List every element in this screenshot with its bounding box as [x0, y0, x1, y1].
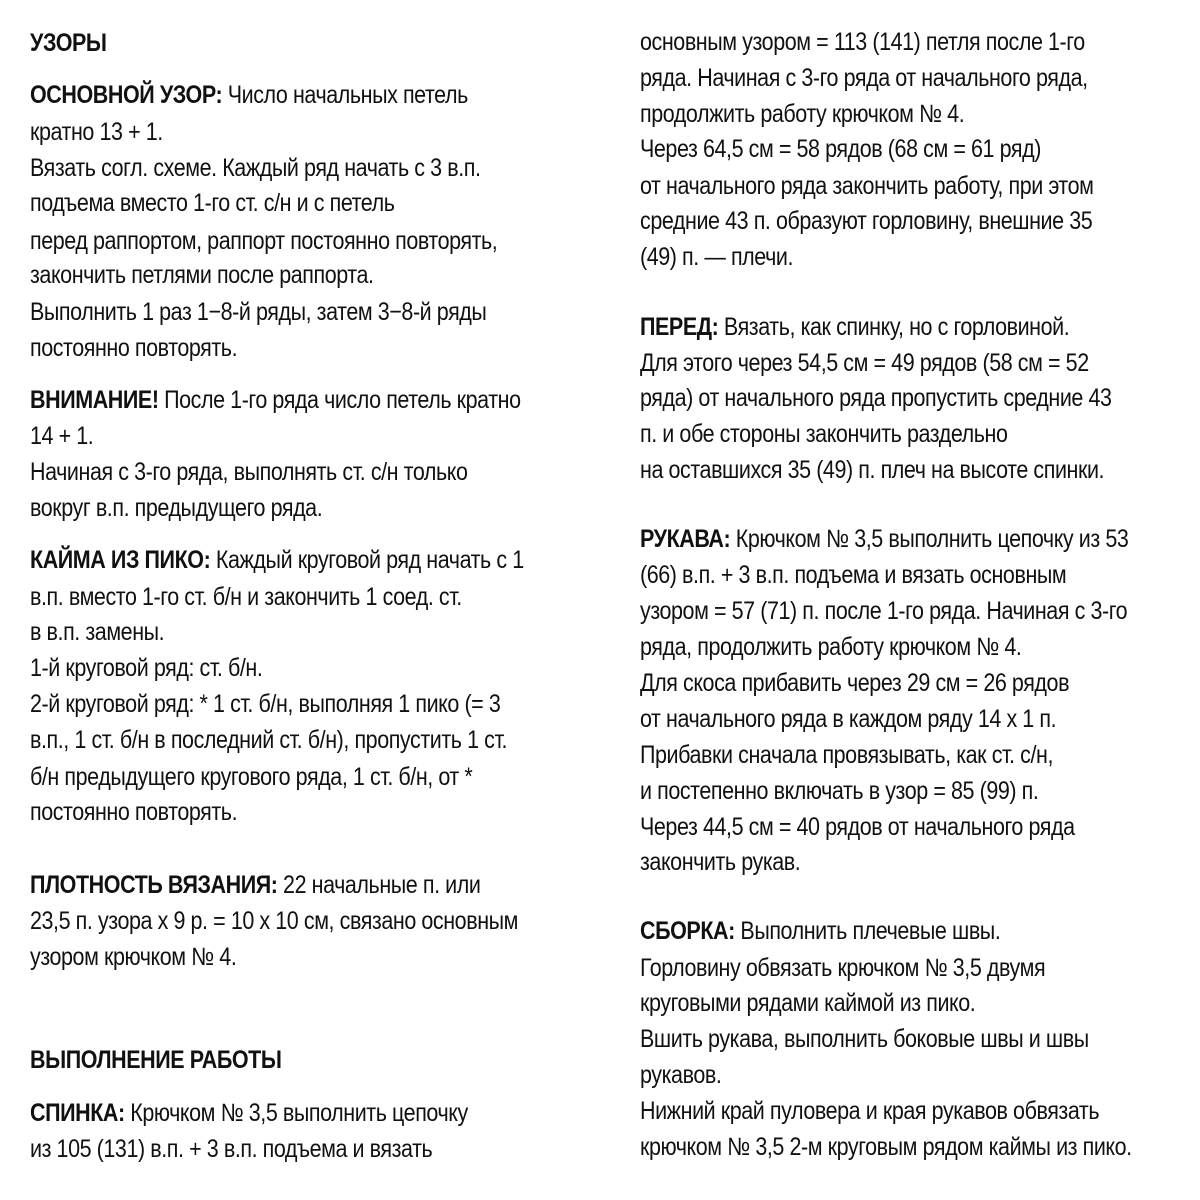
assembly-line: круговыми рядами каймой из пико.	[640, 989, 976, 1017]
back-cont-line: основным узором = 113 (141) петля после 1-го	[640, 28, 1085, 56]
back-cont-line: от начального ряда закончить работу, при этом	[640, 172, 1094, 200]
main-pattern-line: Вязать согл. схеме. Каждый ряд начать с 3 в.п.	[30, 154, 481, 182]
assembly-title: СБОРКА:	[640, 917, 735, 945]
heading-patterns: УЗОРЫ	[30, 29, 107, 57]
main-pattern-title: ОСНОВНОЙ УЗОР:	[30, 81, 223, 109]
front-line: на оставшихся 35 (49) п. плеч на высоте спинки.	[640, 456, 1105, 484]
main-pattern-line: подъема вместо 1-го ст. с/н и с петель	[30, 189, 395, 217]
assembly-line: Нижний край пуловера и края рукавов обвязать	[640, 1097, 1100, 1125]
sleeves-line: ряда, продолжить работу крючком № 4.	[640, 633, 1022, 661]
attention-line: Начиная с 3-го ряда, выполнять ст. с/н только	[30, 458, 468, 486]
front-line: п. и обе стороны закончить раздельно	[640, 420, 1008, 448]
back-title: СПИНКА:	[30, 1099, 125, 1127]
sleeves-line: Прибавки сначала провязывать, как ст. с/н,	[640, 741, 1054, 769]
picot-edge-line: в.п. вместо 1-го ст. б/н и закончить 1 соед. ст.	[30, 583, 462, 611]
front-line: ПЕРЕД: Вязать, как спинку, но с горловиной.	[640, 313, 1070, 341]
gauge-line: ПЛОТНОСТЬ ВЯЗАНИЯ: 22 начальные п. или	[30, 871, 481, 899]
main-pattern-line: Выполнить 1 раз 1−8-й ряды, затем 3−8-й ряды	[30, 298, 487, 326]
front-title: ПЕРЕД:	[640, 313, 719, 341]
picot-edge-line: постоянно повторять.	[30, 798, 238, 826]
back-cont-line: ряда. Начиная с 3-го ряда от начального ряда,	[640, 64, 1088, 92]
heading-work: ВЫПОЛНЕНИЕ РАБОТЫ	[30, 1046, 282, 1074]
sleeves-line: и постепенно включать в узор = 85 (99) п.	[640, 777, 1039, 805]
main-pattern-line: постоянно повторять.	[30, 334, 238, 362]
assembly-line: рукавов.	[640, 1061, 722, 1089]
back-line: СПИНКА: Крючком № 3,5 выполнить цепочку	[30, 1099, 468, 1127]
front-line: ряда) от начального ряда пропустить средние 43	[640, 384, 1112, 412]
picot-edge-line: б/н предыдущего кругового ряда, 1 ст. б/н, от *	[30, 763, 473, 791]
gauge-title: ПЛОТНОСТЬ ВЯЗАНИЯ:	[30, 871, 278, 899]
gauge-line: узором крючком № 4.	[30, 943, 237, 971]
sleeves-line: Через 44,5 см = 40 рядов от начального ряда	[640, 813, 1075, 841]
back-cont-line: продолжить работу крючком № 4.	[640, 100, 965, 128]
picot-edge-line: 2-й круговой ряд: * 1 ст. б/н, выполняя 1 пико (= 3	[30, 690, 501, 718]
back-cont-line: (49) п. — плечи.	[640, 243, 794, 271]
main-pattern-line: ОСНОВНОЙ УЗОР: Число начальных петель	[30, 81, 468, 109]
attention-line: 14 + 1.	[30, 422, 94, 450]
sleeves-line: РУКАВА: Крючком № 3,5 выполнить цепочку из 53	[640, 525, 1129, 553]
front-line: Для этого через 54,5 см = 49 рядов (58 см = 52	[640, 349, 1089, 377]
sleeves-line: узором = 57 (71) п. после 1-го ряда. Начиная с 3-го	[640, 597, 1128, 625]
picot-edge-line: 1-й круговой ряд: ст. б/н.	[30, 654, 263, 682]
assembly-line: Вшить рукава, выполнить боковые швы и швы	[640, 1025, 1089, 1053]
sleeves-title: РУКАВА:	[640, 525, 731, 553]
sleeves-line: (66) в.п. + 3 в.п. подъема и вязать основным	[640, 561, 1067, 589]
picot-edge-title: КАЙМА ИЗ ПИКО:	[30, 546, 211, 574]
assembly-line: СБОРКА: Выполнить плечевые швы.	[640, 917, 1001, 945]
attention-line: ВНИМАНИЕ! После 1-го ряда число петель кратно	[30, 386, 521, 414]
picot-edge-line: КАЙМА ИЗ ПИКО: Каждый круговой ряд начать с 1	[30, 546, 524, 574]
assembly-line: Горловину обвязать крючком № 3,5 двумя	[640, 954, 1046, 982]
assembly-line: крючком № 3,5 2-м круговым рядом каймы из пико.	[640, 1133, 1132, 1161]
sleeves-line: Для скоса прибавить через 29 см = 26 рядов	[640, 669, 1070, 697]
back-line: из 105 (131) в.п. + 3 в.п. подъема и вязать	[30, 1135, 433, 1163]
main-pattern-line: кратно 13 + 1.	[30, 118, 163, 146]
main-pattern-line: закончить петлями после раппорта.	[30, 261, 374, 289]
main-pattern-line: перед раппортом, раппорт постоянно повторять,	[30, 227, 498, 255]
gauge-line: 23,5 п. узора х 9 р. = 10 х 10 см, связано основным	[30, 907, 519, 935]
attention-line: вокруг в.п. предыдущего ряда.	[30, 494, 323, 522]
sleeves-line: от начального ряда в каждом ряду 14 х 1 п.	[640, 705, 1057, 733]
back-cont-line: Через 64,5 см = 58 рядов (68 см = 61 ряд)	[640, 135, 1041, 163]
picot-edge-line: в.п., 1 ст. б/н в последний ст. б/н), пропустить 1 ст.	[30, 726, 508, 754]
attention-title: ВНИМАНИЕ!	[30, 386, 159, 414]
picot-edge-line: в в.п. замены.	[30, 618, 165, 646]
sleeves-line: закончить рукав.	[640, 848, 801, 876]
back-cont-line: средние 43 п. образуют горловину, внешние 35	[640, 207, 1093, 235]
